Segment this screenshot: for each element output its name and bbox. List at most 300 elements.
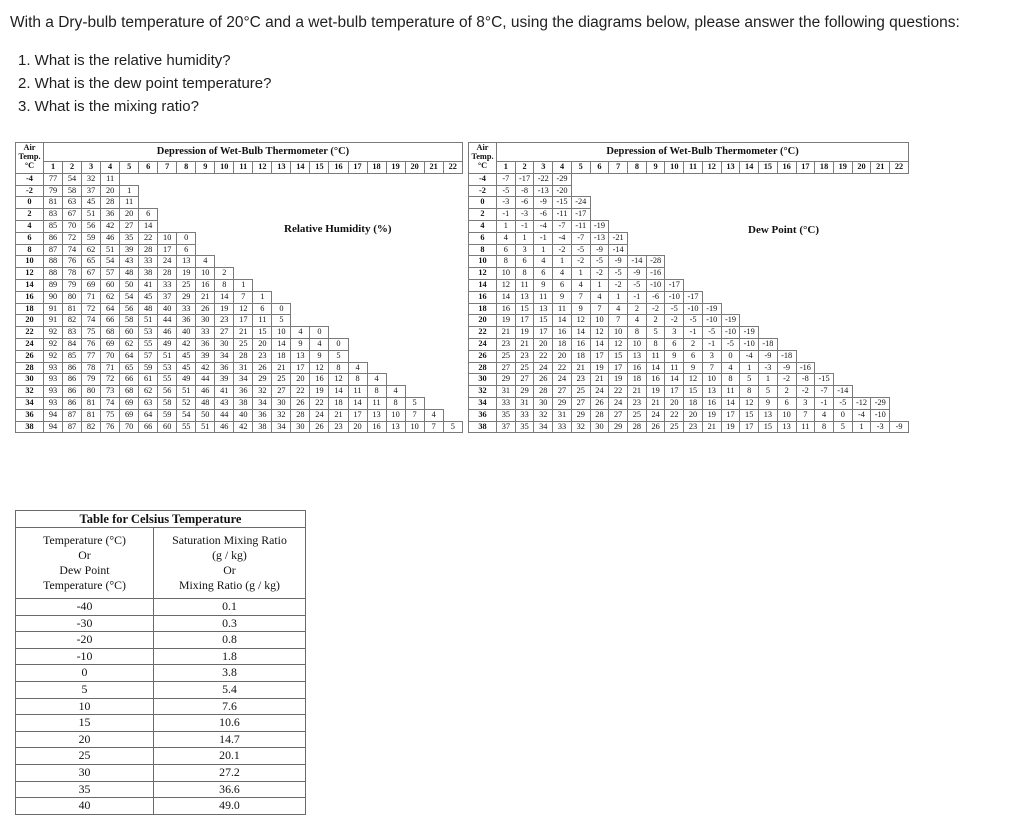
value-cell: 82 <box>63 315 82 327</box>
value-cell: 23 <box>253 350 272 362</box>
depression-col-header: 17 <box>348 162 367 174</box>
value-cell: 11 <box>101 173 120 185</box>
value-cell: -11 <box>571 220 590 232</box>
value-cell: 7 <box>796 409 815 421</box>
value-cell: 21 <box>590 374 609 386</box>
value-cell: 6 <box>139 209 158 221</box>
value-cell: 23 <box>215 315 234 327</box>
value-cell: 1 <box>571 268 590 280</box>
value-cell: 31 <box>497 386 516 398</box>
value-cell: 32 <box>571 421 590 433</box>
empty-cell <box>871 185 890 197</box>
value-cell: 28 <box>101 197 120 209</box>
empty-cell <box>443 327 462 339</box>
air-temp-cell: 20 <box>16 315 44 327</box>
value-cell: 19 <box>702 409 721 421</box>
empty-cell <box>759 268 778 280</box>
empty-cell <box>702 279 721 291</box>
empty-cell <box>684 244 703 256</box>
value-cell: 74 <box>82 315 101 327</box>
value-cell: 56 <box>120 303 139 315</box>
empty-cell <box>310 185 329 197</box>
value-cell: 34 <box>234 374 253 386</box>
empty-cell <box>777 209 796 221</box>
depression-col-header: 1 <box>44 162 63 174</box>
empty-cell <box>628 232 647 244</box>
value-cell: 69 <box>82 279 101 291</box>
value-cell: 27 <box>609 409 628 421</box>
empty-cell <box>890 291 909 303</box>
empty-cell <box>665 220 684 232</box>
value-cell: 12 <box>310 362 329 374</box>
value-cell: 11 <box>796 421 815 433</box>
empty-cell <box>291 279 310 291</box>
empty-cell <box>139 185 158 197</box>
value-cell: 21 <box>628 386 647 398</box>
value-cell: 17 <box>158 244 177 256</box>
value-cell: 22 <box>310 397 329 409</box>
empty-cell <box>833 220 852 232</box>
empty-cell <box>310 209 329 221</box>
depression-col-header: 12 <box>702 162 721 174</box>
value-cell: 10 <box>497 268 516 280</box>
table-row <box>16 599 306 616</box>
value-cell: 24 <box>590 386 609 398</box>
empty-cell <box>139 173 158 185</box>
empty-cell <box>777 173 796 185</box>
value-cell: 80 <box>63 291 82 303</box>
value-cell: 75 <box>82 327 101 339</box>
empty-cell <box>852 327 871 339</box>
depression-col-header: 21 <box>424 162 443 174</box>
empty-cell <box>796 173 815 185</box>
empty-cell <box>405 197 424 209</box>
value-cell: 91 <box>44 315 63 327</box>
empty-cell <box>721 256 740 268</box>
value-cell: 17 <box>721 409 740 421</box>
temperature-cell: 10 <box>16 698 154 715</box>
table-row <box>16 421 463 433</box>
empty-cell <box>120 173 139 185</box>
value-cell: 22 <box>534 350 553 362</box>
value-cell: -2 <box>665 315 684 327</box>
empty-cell <box>890 173 909 185</box>
value-cell: 20 <box>665 397 684 409</box>
empty-cell <box>890 386 909 398</box>
value-cell: 88 <box>44 268 63 280</box>
value-cell: 79 <box>63 279 82 291</box>
value-cell: 22 <box>291 386 310 398</box>
empty-cell <box>424 315 443 327</box>
value-cell: 27 <box>215 327 234 339</box>
air-temp-cell: 38 <box>469 421 497 433</box>
temperature-cell: 35 <box>16 781 154 798</box>
value-cell: 29 <box>497 374 516 386</box>
value-cell: 11 <box>534 291 553 303</box>
value-cell: 9 <box>553 291 572 303</box>
value-cell: 19 <box>497 315 516 327</box>
value-cell: -3 <box>515 209 534 221</box>
empty-cell <box>253 268 272 280</box>
empty-cell <box>310 279 329 291</box>
value-cell: 17 <box>234 315 253 327</box>
value-cell: 89 <box>44 279 63 291</box>
value-cell: 57 <box>139 350 158 362</box>
air-temp-cell: 12 <box>469 268 497 280</box>
value-cell: 70 <box>101 350 120 362</box>
value-cell: 24 <box>310 409 329 421</box>
value-cell: 5 <box>443 421 462 433</box>
empty-cell <box>646 197 665 209</box>
value-cell: 2 <box>777 386 796 398</box>
air-temp-cell: 28 <box>469 362 497 374</box>
value-cell: -29 <box>871 397 890 409</box>
value-cell: 60 <box>101 279 120 291</box>
empty-cell <box>665 209 684 221</box>
empty-cell <box>852 279 871 291</box>
air-temp-cell: 34 <box>469 397 497 409</box>
value-cell: 8 <box>386 397 405 409</box>
value-cell: 71 <box>101 362 120 374</box>
value-cell: 7 <box>702 362 721 374</box>
value-cell: -12 <box>852 397 871 409</box>
value-cell: 72 <box>63 232 82 244</box>
mixing-col1-header <box>16 528 154 599</box>
empty-cell <box>405 303 424 315</box>
value-cell: -3 <box>759 362 778 374</box>
depression-col-header: 17 <box>796 162 815 174</box>
empty-cell <box>405 256 424 268</box>
value-cell: 19 <box>590 362 609 374</box>
value-cell: 1 <box>515 232 534 244</box>
empty-cell <box>177 209 196 221</box>
value-cell: 79 <box>44 185 63 197</box>
value-cell: 15 <box>534 315 553 327</box>
value-cell: -1 <box>497 209 516 221</box>
empty-cell <box>310 303 329 315</box>
empty-cell <box>833 197 852 209</box>
empty-cell <box>759 291 778 303</box>
table-row <box>469 362 909 374</box>
depression-col-header: 20 <box>852 162 871 174</box>
value-cell: 4 <box>367 374 386 386</box>
value-cell: -2 <box>609 279 628 291</box>
value-cell: 14 <box>665 374 684 386</box>
value-cell: 44 <box>196 374 215 386</box>
empty-cell <box>424 397 443 409</box>
value-cell: -17 <box>571 209 590 221</box>
value-cell: 21 <box>234 327 253 339</box>
value-cell: 4 <box>348 362 367 374</box>
dew-point-table <box>468 142 909 433</box>
value-cell: 29 <box>553 397 572 409</box>
value-cell: 6 <box>497 244 516 256</box>
empty-cell <box>833 327 852 339</box>
empty-cell <box>386 291 405 303</box>
empty-cell <box>740 303 759 315</box>
value-cell: -15 <box>815 374 834 386</box>
empty-cell <box>386 350 405 362</box>
empty-cell <box>590 209 609 221</box>
col1-header-line: Or <box>78 548 91 562</box>
value-cell: 14 <box>348 397 367 409</box>
empty-cell <box>234 232 253 244</box>
air-temp-cell: -4 <box>469 173 497 185</box>
value-cell: -1 <box>815 397 834 409</box>
empty-cell <box>386 185 405 197</box>
value-cell: 20 <box>553 350 572 362</box>
empty-cell <box>684 256 703 268</box>
empty-cell <box>890 338 909 350</box>
empty-cell <box>291 303 310 315</box>
value-cell: 8 <box>815 421 834 433</box>
empty-cell <box>215 244 234 256</box>
empty-cell <box>443 256 462 268</box>
value-cell: 8 <box>348 374 367 386</box>
value-cell: 81 <box>82 397 101 409</box>
empty-cell <box>890 362 909 374</box>
table-row <box>16 648 306 665</box>
empty-cell <box>215 220 234 232</box>
table-row <box>16 185 463 197</box>
empty-cell <box>684 220 703 232</box>
value-cell: 32 <box>534 409 553 421</box>
value-cell: 78 <box>63 268 82 280</box>
empty-cell <box>405 386 424 398</box>
relative-humidity-table <box>15 142 463 433</box>
value-cell: 46 <box>196 386 215 398</box>
empty-cell <box>796 268 815 280</box>
value-cell: 69 <box>120 409 139 421</box>
value-cell: 74 <box>101 397 120 409</box>
empty-cell <box>443 303 462 315</box>
value-cell: 93 <box>44 362 63 374</box>
value-cell: 87 <box>63 409 82 421</box>
empty-cell <box>833 338 852 350</box>
value-cell: 33 <box>139 256 158 268</box>
empty-cell <box>291 291 310 303</box>
empty-cell <box>424 256 443 268</box>
value-cell: 0 <box>721 350 740 362</box>
empty-cell <box>253 173 272 185</box>
depression-col-header: 6 <box>139 162 158 174</box>
empty-cell <box>890 409 909 421</box>
empty-cell <box>684 279 703 291</box>
value-cell: 26 <box>646 421 665 433</box>
value-cell: 27 <box>120 220 139 232</box>
value-cell: -29 <box>553 173 572 185</box>
value-cell: 24 <box>158 256 177 268</box>
value-cell: 29 <box>253 374 272 386</box>
empty-cell <box>310 244 329 256</box>
empty-cell <box>833 279 852 291</box>
value-cell: 26 <box>253 362 272 374</box>
empty-cell <box>405 209 424 221</box>
mixing-table-body <box>16 599 306 815</box>
value-cell: 11 <box>348 386 367 398</box>
value-cell: 17 <box>515 315 534 327</box>
value-cell: -17 <box>515 173 534 185</box>
empty-cell <box>777 279 796 291</box>
col2-header-line: Saturation Mixing Ratio <box>172 533 287 547</box>
value-cell: 23 <box>329 421 348 433</box>
value-cell: 33 <box>196 327 215 339</box>
empty-cell <box>367 279 386 291</box>
empty-cell <box>405 350 424 362</box>
empty-cell <box>609 173 628 185</box>
value-cell: 18 <box>684 397 703 409</box>
value-cell: 36 <box>215 362 234 374</box>
value-cell: 6 <box>777 397 796 409</box>
value-cell: 86 <box>63 386 82 398</box>
empty-cell <box>609 209 628 221</box>
depression-col-header: 13 <box>272 162 291 174</box>
empty-cell <box>329 256 348 268</box>
value-cell: 92 <box>44 338 63 350</box>
depression-col-header: 11 <box>684 162 703 174</box>
value-cell: 51 <box>101 244 120 256</box>
value-cell: -1 <box>684 327 703 339</box>
value-cell: 37 <box>82 185 101 197</box>
empty-cell <box>702 268 721 280</box>
table-row <box>469 303 909 315</box>
value-cell: 14 <box>215 291 234 303</box>
value-cell: 17 <box>740 421 759 433</box>
air-temp-cell: 32 <box>16 386 44 398</box>
empty-cell <box>386 374 405 386</box>
empty-cell <box>815 268 834 280</box>
value-cell: 8 <box>646 338 665 350</box>
empty-cell <box>702 244 721 256</box>
empty-cell <box>253 232 272 244</box>
empty-cell <box>871 315 890 327</box>
depression-col-header: 5 <box>571 162 590 174</box>
empty-cell <box>272 256 291 268</box>
empty-cell <box>158 220 177 232</box>
value-cell: 28 <box>590 409 609 421</box>
value-cell: 3 <box>665 327 684 339</box>
air-temp-header-line: Temp. <box>18 152 41 161</box>
table-row <box>469 327 909 339</box>
empty-cell <box>833 291 852 303</box>
value-cell: 17 <box>590 350 609 362</box>
value-cell: 21 <box>646 397 665 409</box>
value-cell: 40 <box>177 327 196 339</box>
value-cell: 12 <box>497 279 516 291</box>
air-temp-cell: 10 <box>16 256 44 268</box>
mixing-ratio-cell: 0.1 <box>154 599 306 616</box>
empty-cell <box>815 244 834 256</box>
col2-header-line: Mixing Ratio (g / kg) <box>179 578 280 592</box>
value-cell: 21 <box>272 362 291 374</box>
value-cell: 22 <box>665 409 684 421</box>
value-cell: 22 <box>139 232 158 244</box>
air-temp-cell: 22 <box>16 327 44 339</box>
value-cell: 51 <box>158 350 177 362</box>
empty-cell <box>890 315 909 327</box>
value-cell: 20 <box>253 338 272 350</box>
value-cell: -20 <box>553 185 572 197</box>
empty-cell <box>215 197 234 209</box>
value-cell: 13 <box>534 303 553 315</box>
value-cell: 48 <box>120 268 139 280</box>
value-cell: 0 <box>833 409 852 421</box>
empty-cell <box>367 327 386 339</box>
empty-cell <box>386 256 405 268</box>
value-cell: 13 <box>367 409 386 421</box>
value-cell: 25 <box>177 279 196 291</box>
value-cell: 7 <box>234 291 253 303</box>
value-cell: 20 <box>348 421 367 433</box>
value-cell: 36 <box>234 386 253 398</box>
depression-col-header: 14 <box>291 162 310 174</box>
air-temp-cell: 14 <box>469 279 497 291</box>
depression-title: Depression of Wet-Bulb Thermometer (°C) <box>44 143 463 162</box>
table-row <box>469 197 909 209</box>
value-cell: -6 <box>534 209 553 221</box>
value-cell: 14 <box>721 397 740 409</box>
empty-cell <box>815 315 834 327</box>
empty-cell <box>796 303 815 315</box>
value-cell: -6 <box>646 291 665 303</box>
empty-cell <box>684 173 703 185</box>
temperature-cell: 5 <box>16 681 154 698</box>
value-cell: 2 <box>646 315 665 327</box>
air-temp-cell: 28 <box>16 362 44 374</box>
value-cell: 55 <box>158 374 177 386</box>
empty-cell <box>777 315 796 327</box>
air-temp-cell: 8 <box>16 244 44 256</box>
empty-cell <box>871 303 890 315</box>
empty-cell <box>386 173 405 185</box>
value-cell: 21 <box>497 327 516 339</box>
empty-cell <box>234 220 253 232</box>
empty-cell <box>759 303 778 315</box>
table-row <box>469 279 909 291</box>
empty-cell <box>443 315 462 327</box>
empty-cell <box>890 209 909 221</box>
empty-cell <box>234 256 253 268</box>
empty-cell <box>443 291 462 303</box>
value-cell: -19 <box>702 303 721 315</box>
empty-cell <box>740 291 759 303</box>
value-cell: 46 <box>158 327 177 339</box>
empty-cell <box>590 197 609 209</box>
empty-cell <box>665 244 684 256</box>
empty-cell <box>443 185 462 197</box>
table-row <box>469 209 909 221</box>
value-cell: 8 <box>497 256 516 268</box>
value-cell: 11 <box>665 362 684 374</box>
empty-cell <box>890 232 909 244</box>
empty-cell <box>777 244 796 256</box>
table-row <box>16 279 463 291</box>
value-cell: -9 <box>628 268 647 280</box>
depression-col-header: 9 <box>646 162 665 174</box>
value-cell: 76 <box>63 256 82 268</box>
empty-cell <box>424 185 443 197</box>
value-cell: 22 <box>609 386 628 398</box>
value-cell: 39 <box>215 374 234 386</box>
empty-cell <box>329 209 348 221</box>
value-cell: 31 <box>515 397 534 409</box>
empty-cell <box>424 209 443 221</box>
air-temp-cell: 4 <box>469 220 497 232</box>
value-cell: 39 <box>196 350 215 362</box>
value-cell: 53 <box>158 362 177 374</box>
empty-cell <box>833 173 852 185</box>
value-cell: 1 <box>553 256 572 268</box>
